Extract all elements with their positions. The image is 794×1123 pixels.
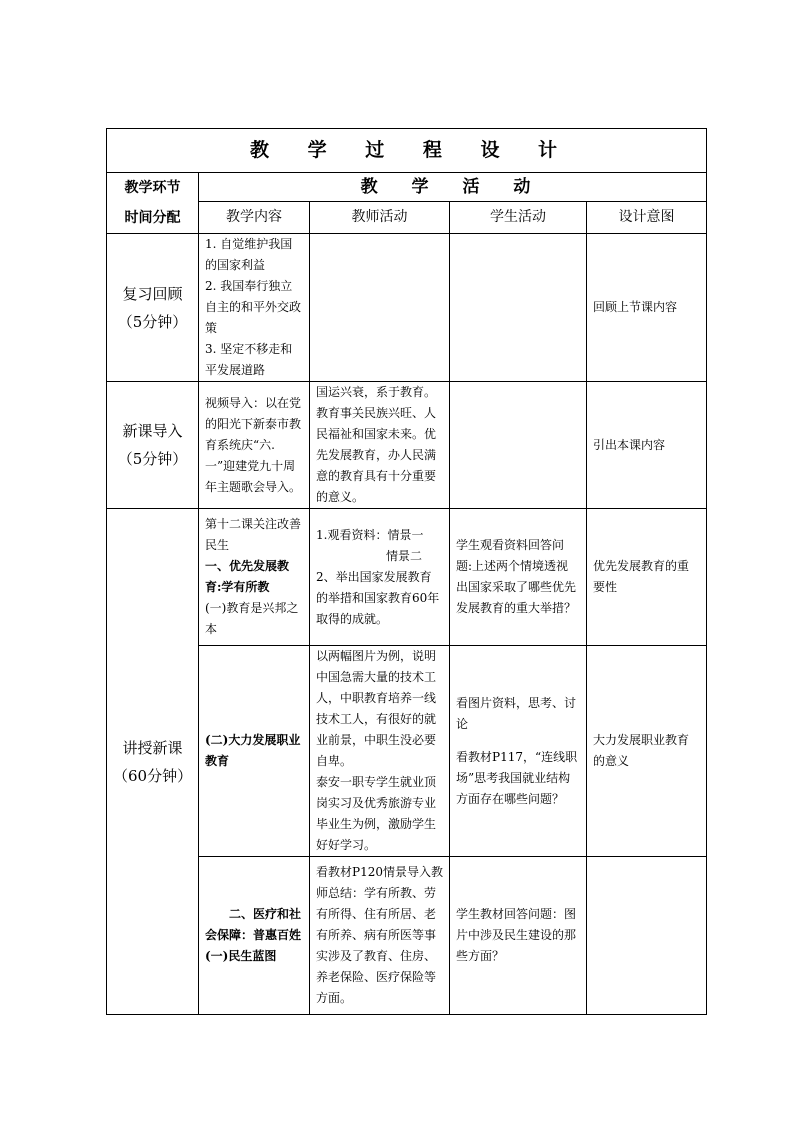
table-row	[107, 509, 707, 646]
review-design-intent: 回顾上节课内容	[587, 234, 707, 382]
lesson-process-table	[106, 128, 707, 1015]
welfare-design-intent	[587, 857, 707, 1015]
student-activity-header: 学生活动	[450, 202, 587, 234]
education-teacher-activity	[310, 509, 450, 646]
student-step-1: 看图片资料，思考、讨论	[456, 695, 577, 731]
section-heading-2	[205, 904, 303, 946]
intro-teacher-activity: 国运兴衰，系于教育。教育事关民族兴旺、人民福祉和国家未来。优先发展教育，办人民满意的教育具有十分重要的意义。	[310, 382, 450, 509]
subsection-heading-2: (一)民生蓝图	[205, 949, 277, 963]
stage-review: 复习回顾 （5分钟）	[107, 234, 199, 382]
stage-intro: 新课导入 （5分钟）	[107, 382, 199, 509]
intro-student-activity	[450, 382, 587, 509]
subsection-heading: (一)教育是兴邦之本	[205, 601, 299, 636]
lesson-title: 第十二课关注改善民生	[205, 517, 302, 552]
intro-content: 视频导入：以在党的阳光下新泰市教育系统庆“六.一”迎建党九十周年主题歌会导入。	[199, 382, 310, 509]
teaching-activity-header: 教 学 活 动	[199, 173, 707, 202]
vocational-design-intent: 大力发展职业教育的意义	[587, 646, 707, 857]
lesson-content-education	[199, 509, 310, 646]
design-intent-header: 设计意图	[587, 202, 707, 234]
welfare-student-activity: 学生教材回答问题：图片中涉及民生建设的那些方面？	[450, 857, 587, 1015]
education-design-intent: 优先发展教育的重要性	[587, 509, 707, 646]
teacher-step-1b: 情景二	[386, 548, 423, 563]
vocational-teacher-activity: 以两幅图片为例，说明中国急需大量的技术工人，中职教育培养一线技术工人，有很好的就业前景，中职生没必要自卑。 泰安一职专学生就业顶岗实习及优秀旅游专业毕业生为例，激励学生好好学习。	[310, 646, 450, 857]
content-header: 教学内容	[199, 202, 310, 234]
teacher-step-1: 1.观看资料：情景一	[316, 527, 424, 542]
welfare-content	[199, 857, 310, 1015]
student-step-2: 看教材P117，“连线职场”思考我国就业结构方面存在哪些问题？	[456, 749, 578, 806]
review-teacher-activity	[310, 234, 450, 382]
vocational-student-activity	[450, 646, 587, 857]
review-student-activity	[450, 234, 587, 382]
intro-design-intent: 引出本课内容	[587, 382, 707, 509]
table-row	[107, 234, 707, 382]
education-student-activity: 学生观看资料回答问题:上述两个情境透视出国家采取了哪些优先发展教育的重大举措？	[450, 509, 587, 646]
stage-new-lesson: 讲授新课 （60分钟）	[107, 509, 199, 1015]
review-content: 1. 自觉维护我国的国家利益 2. 我国奉行独立自主的和平外交政策 3. 坚定不移走和平发展道路	[199, 234, 310, 382]
stage-column-header: 教学环节 时间分配	[107, 173, 199, 234]
table-title: 教 学 过 程 设 计	[107, 129, 707, 173]
section-heading-2-text: 二、医疗和社会保障：普惠百姓	[205, 907, 302, 942]
welfare-teacher-activity: 看教材P120情景导入教师总结：学有所教、劳有所得、住有所居、老有所养、病有所医等事实涉及了教育、住房、养老保险、医疗保险等方面。	[310, 857, 450, 1015]
section-heading: 一、优先发展教育:学有所教	[205, 559, 290, 594]
table-row	[107, 382, 707, 509]
vocational-content: (二)大力发展职业教育	[199, 646, 310, 857]
teacher-activity-header: 教师活动	[310, 202, 450, 234]
teacher-step-2: 2、举出国家发展教育的举措和国家教育60年取得的成就。	[316, 569, 440, 626]
